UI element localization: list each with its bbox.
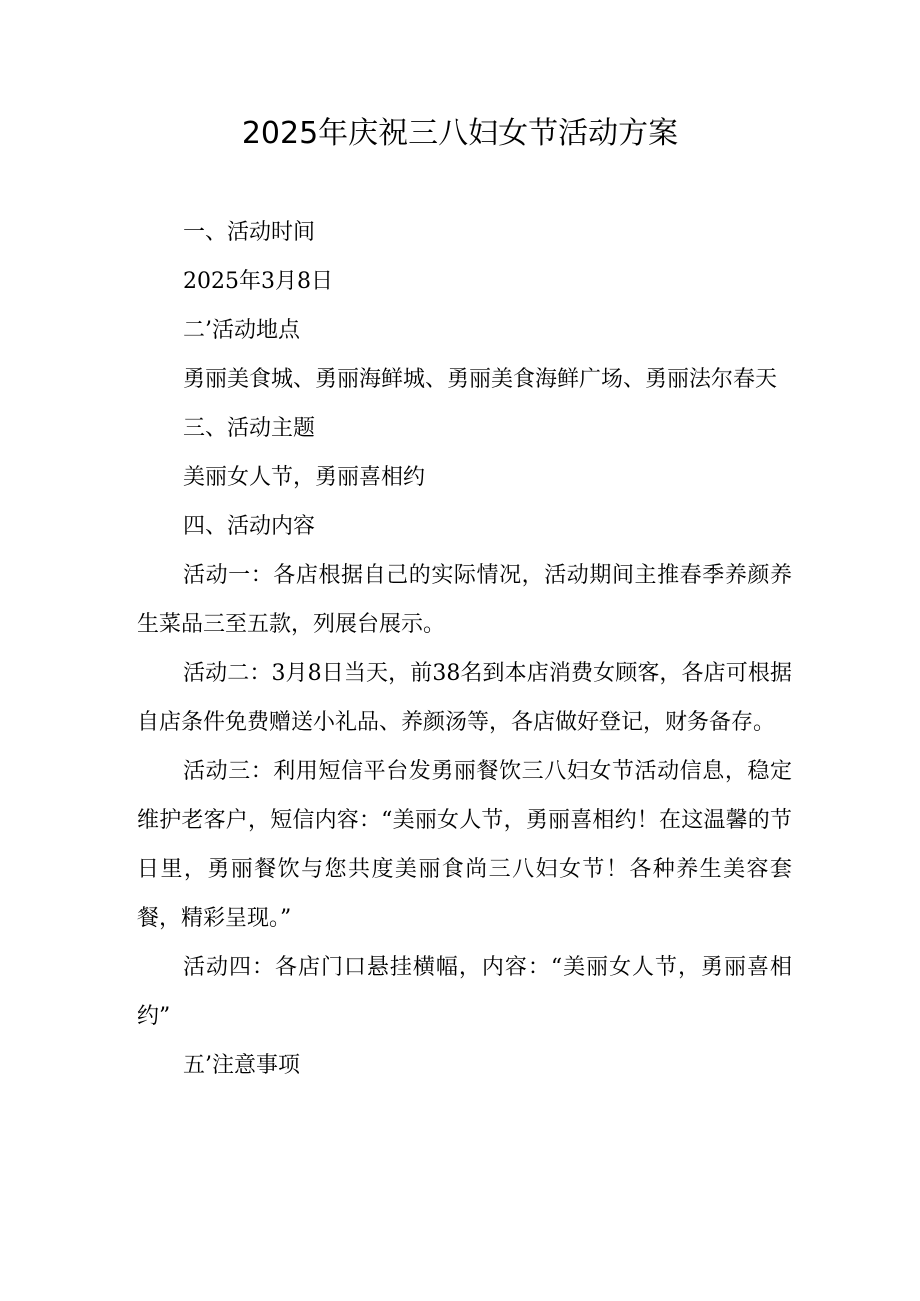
section-heading-location: 二’活动地点 <box>183 318 300 343</box>
paragraph-activity-1: 活动一：各店根据自己的实际情况，活动期间主推春季养颜养生菜品三至五款，列展台展示。 <box>137 563 792 637</box>
paragraph-time: 2025年3月8日 <box>183 269 333 294</box>
paragraph-theme: 美丽女人节，勇丽喜相约 <box>183 465 426 490</box>
document-title: 2025年庆祝三八妇女节活动方案 <box>241 116 679 151</box>
section-heading-content: 四、活动内容 <box>183 514 316 539</box>
paragraph-location: 勇丽美食城、勇丽海鲜城、勇丽美食海鲜广场、勇丽法尔春天 <box>183 367 778 392</box>
paragraph-activity-4: 活动四：各店门口悬挂横幅，内容：“美丽女人节，勇丽喜相约” <box>137 955 792 1029</box>
section-heading-notes: 五’注意事项 <box>183 1053 300 1078</box>
document-body <box>137 208 792 1090</box>
section-heading-theme: 三、活动主题 <box>183 416 316 441</box>
paragraph-activity-2: 活动二：3月8日当天，前38名到本店消费女顾客，各店可根据自店条件免费赠送小礼品、养颜汤等，各店做好登记，财务备存。 <box>137 661 792 735</box>
section-heading-time: 一、活动时间 <box>183 220 316 245</box>
paragraph-activity-3: 活动三：利用短信平台发勇丽餐饮三八妇女节活动信息，稳定维护老客户，短信内容：“美丽女人节，勇丽喜相约！在这温馨的节日里，勇丽餐饮与您共度美丽食尚三八妇女节！各种养生美容套餐，精彩呈现。” <box>137 759 792 931</box>
